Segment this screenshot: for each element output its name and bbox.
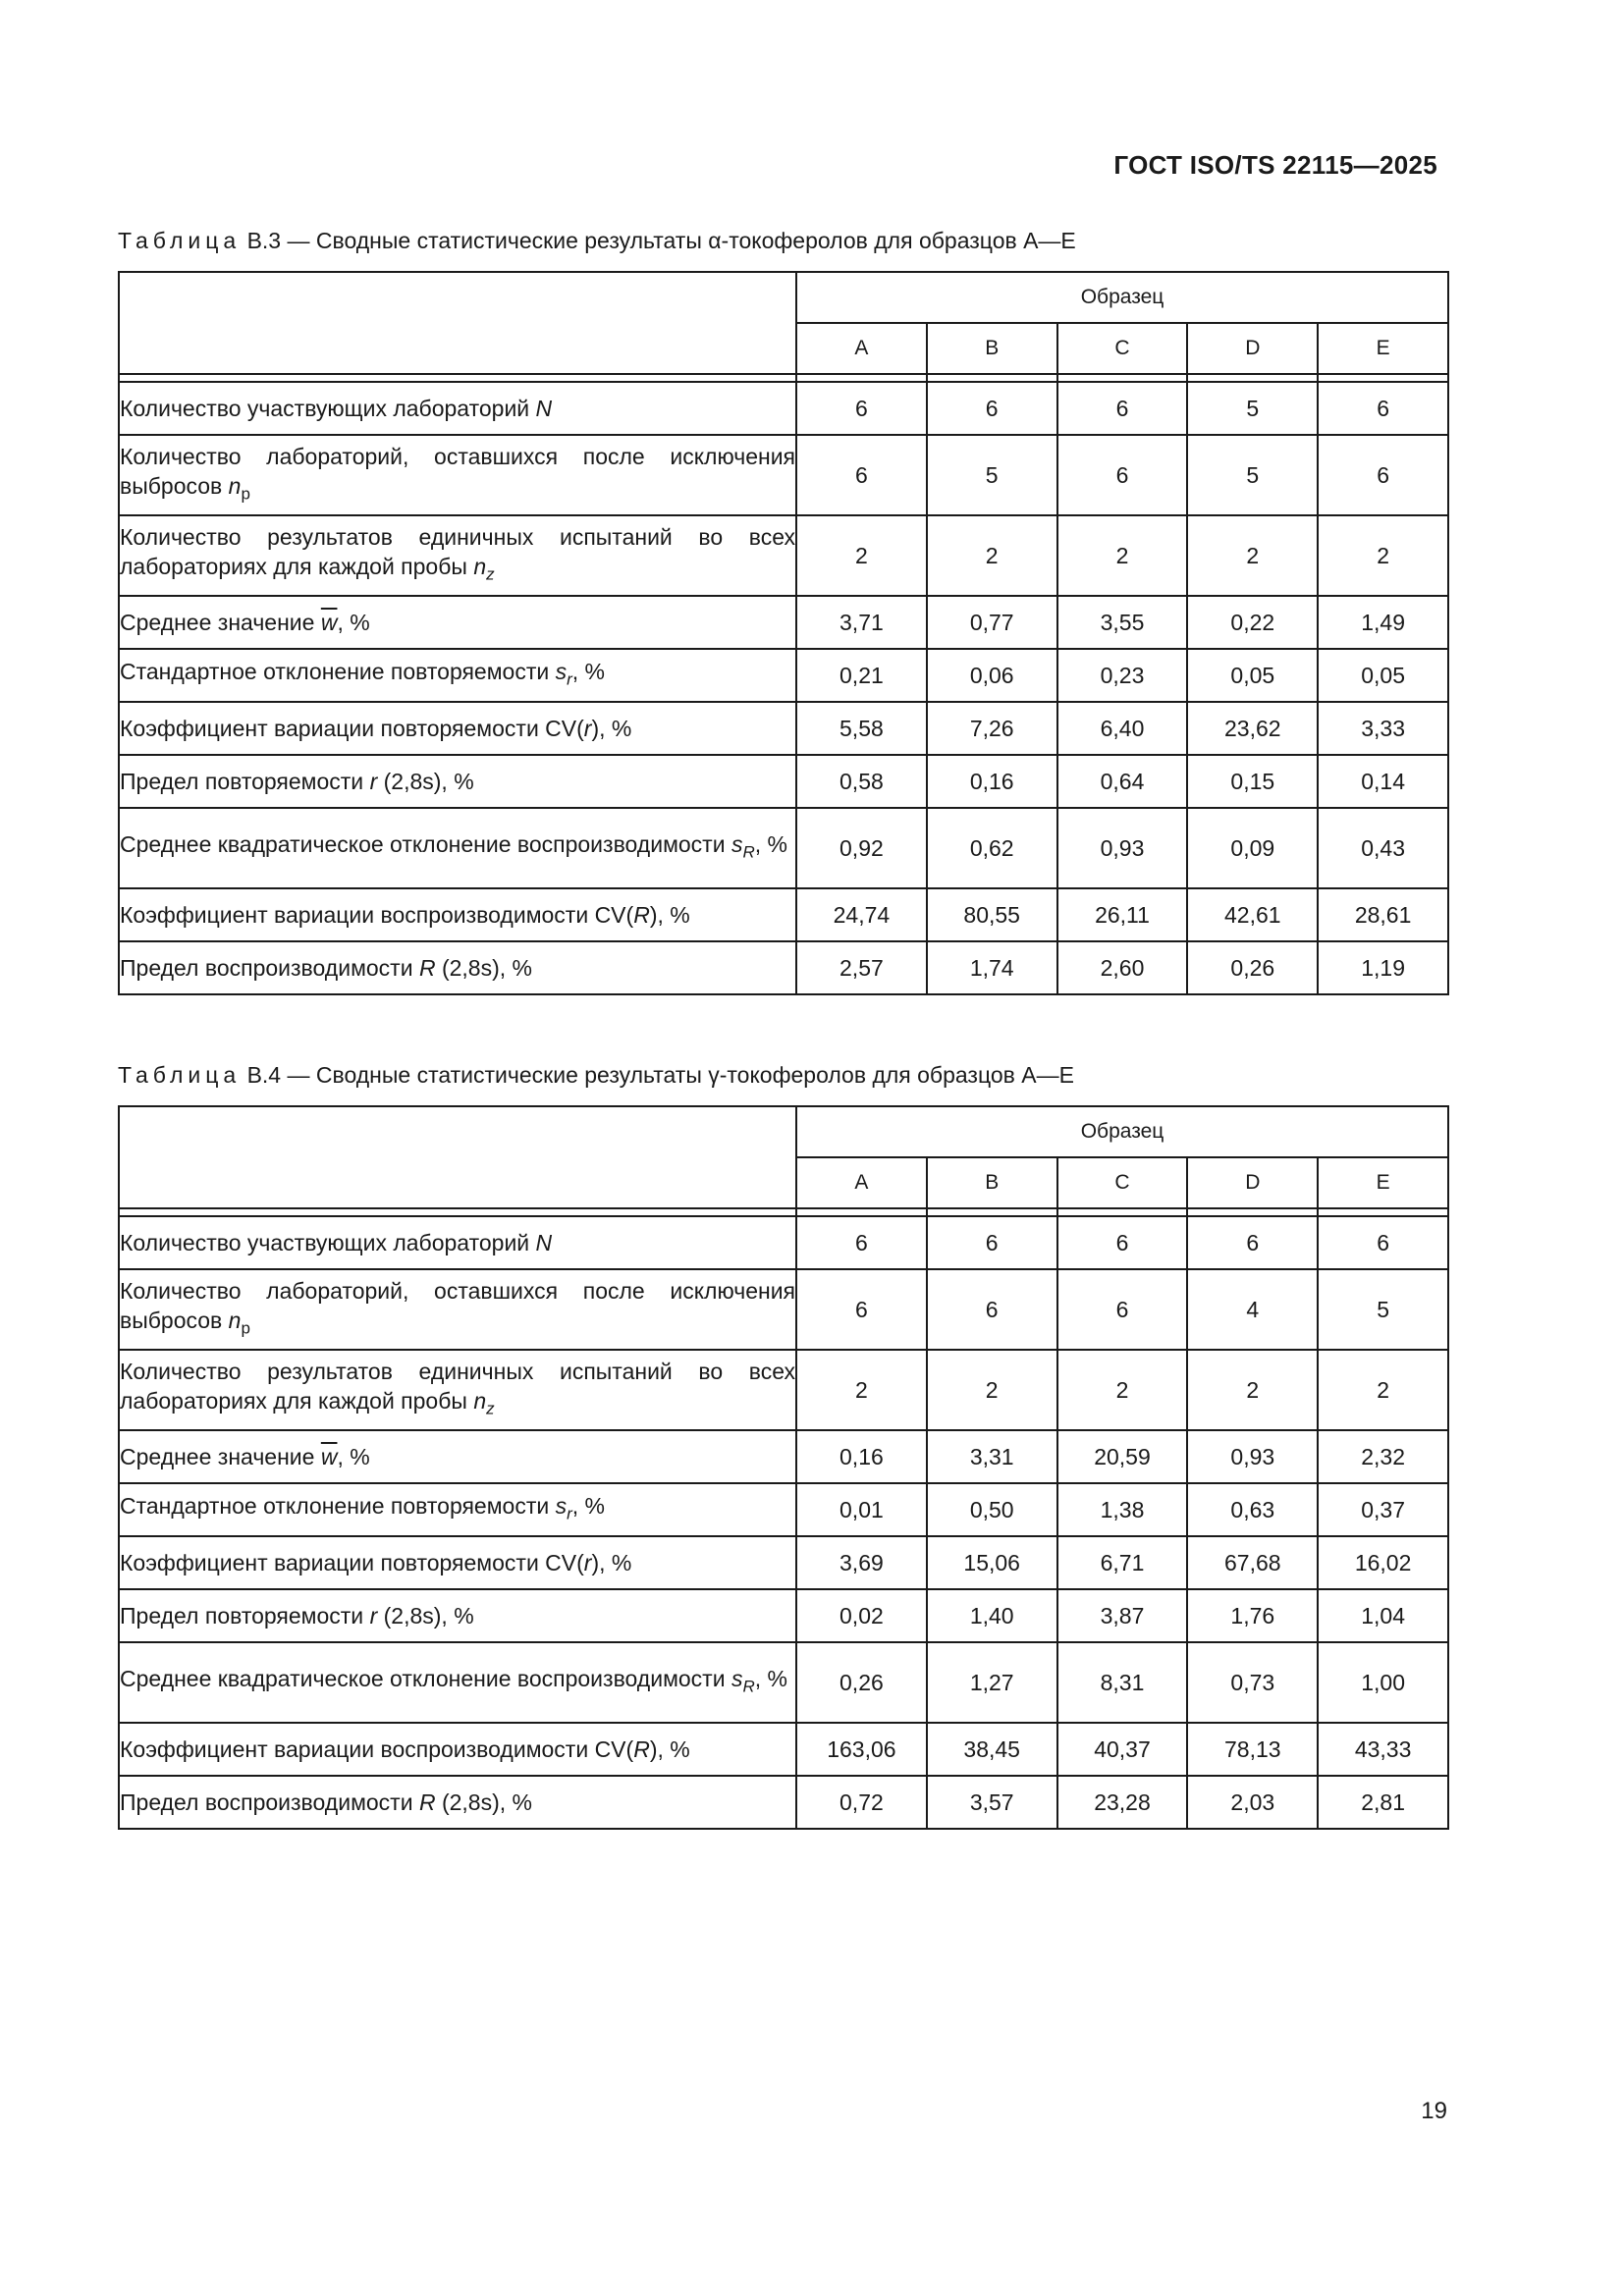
value-cell: 163,06	[796, 1723, 927, 1776]
header-gap	[927, 1208, 1057, 1216]
value-cell: 1,19	[1318, 941, 1448, 994]
header-gap	[927, 374, 1057, 382]
parameter-unit: ), %	[591, 716, 632, 741]
column-header-d: D	[1187, 323, 1318, 374]
header-gap	[1057, 1208, 1188, 1216]
parameter-cell	[119, 435, 796, 515]
value-cell: 1,00	[1318, 1642, 1448, 1723]
value-cell: 24,74	[796, 888, 927, 941]
parameter-label: Коэффициент вариации воспроизводимости CV(	[120, 1736, 634, 1762]
value-cell: 0,63	[1187, 1483, 1318, 1536]
column-header-a: A	[796, 323, 927, 374]
stats-table-b3	[118, 271, 1449, 995]
value-cell: 0,14	[1318, 755, 1448, 808]
column-header-b: B	[927, 1157, 1057, 1208]
parameter-cell	[119, 1483, 796, 1536]
parameter-unit: , %	[571, 1492, 606, 1519]
value-cell: 6	[796, 382, 927, 435]
caption-word: Таблица	[118, 1062, 242, 1088]
value-cell: 40,37	[1057, 1723, 1188, 1776]
table-row	[119, 1723, 1448, 1776]
value-cell: 2	[1057, 1350, 1188, 1430]
column-header-a: A	[796, 1157, 927, 1208]
parameter-cell	[119, 702, 796, 755]
value-cell: 2	[1187, 1350, 1318, 1430]
value-cell: 7,26	[927, 702, 1057, 755]
value-cell: 6	[796, 1269, 927, 1350]
value-cell: 0,64	[1057, 755, 1188, 808]
value-cell: 1,38	[1057, 1483, 1188, 1536]
value-cell: 0,21	[796, 649, 927, 702]
value-cell: 1,74	[927, 941, 1057, 994]
table-row	[119, 1776, 1448, 1829]
value-cell: 6	[1057, 1216, 1188, 1269]
sample-header: Образец	[796, 1106, 1448, 1157]
parameter-label: Стандартное отклонение повторяемости	[120, 658, 550, 684]
table-row	[119, 755, 1448, 808]
value-cell: 6	[927, 1269, 1057, 1350]
column-header-b: B	[927, 323, 1057, 374]
value-cell: 5	[1318, 1269, 1448, 1350]
table-row	[119, 1430, 1448, 1483]
parameter-symbol: r	[583, 1550, 592, 1575]
value-cell: 6	[1057, 1269, 1188, 1350]
parameter-label: Количество результатов единичных испытаний во всех лабораториях для каждой пробы	[120, 523, 795, 579]
value-cell: 4	[1187, 1269, 1318, 1350]
value-cell: 1,04	[1318, 1589, 1448, 1642]
value-cell: 0,50	[927, 1483, 1057, 1536]
caption-text: B.4 — Сводные статистические результаты γ-токоферолов для образцов A—E	[246, 1062, 1074, 1088]
value-cell: 5	[1187, 435, 1318, 515]
value-cell: 6	[1318, 382, 1448, 435]
parameter-label: Предел воспроизводимости	[120, 1789, 413, 1815]
value-cell: 2	[796, 515, 927, 596]
parameter-cell	[119, 649, 796, 702]
header-gap	[1057, 374, 1188, 382]
parameter-unit: ), %	[591, 1550, 632, 1575]
value-cell: 1,40	[927, 1589, 1057, 1642]
value-cell: 6,40	[1057, 702, 1188, 755]
value-cell: 78,13	[1187, 1723, 1318, 1776]
parameter-label: Предел воспроизводимости	[120, 955, 413, 981]
parameter-label: Предел повторяемости	[120, 1603, 364, 1629]
parameter-subscript: R	[742, 1677, 755, 1696]
value-cell: 0,26	[1187, 941, 1318, 994]
value-cell: 3,71	[796, 596, 927, 649]
parameter-symbol: n	[228, 1307, 242, 1333]
value-cell: 6	[1057, 382, 1188, 435]
parameter-label: Среднее квадратическое отклонение воспроизводимости	[120, 1665, 726, 1691]
value-cell: 1,49	[1318, 596, 1448, 649]
table-caption-b3	[118, 228, 1076, 254]
parameter-symbol: r	[369, 1603, 378, 1629]
value-cell: 15,06	[927, 1536, 1057, 1589]
value-cell: 26,11	[1057, 888, 1188, 941]
table-row	[119, 515, 1448, 596]
value-cell: 23,28	[1057, 1776, 1188, 1829]
value-cell: 0,77	[927, 596, 1057, 649]
header-gap	[1187, 1208, 1318, 1216]
value-cell: 0,16	[927, 755, 1057, 808]
value-cell: 0,05	[1187, 649, 1318, 702]
parameter-label: Количество лабораторий, оставшихся после исключения выбросов	[120, 1277, 795, 1333]
parameter-label: Среднее значение	[120, 610, 315, 635]
parameter-subscript: z	[486, 1399, 495, 1418]
value-cell: 0,93	[1057, 808, 1188, 888]
value-cell: 3,31	[927, 1430, 1057, 1483]
column-header-e: E	[1318, 323, 1448, 374]
parameter-symbol: s	[731, 1665, 743, 1691]
parameter-subscript: r	[567, 1504, 572, 1523]
value-cell: 16,02	[1318, 1536, 1448, 1589]
table-row	[119, 702, 1448, 755]
parameter-symbol: r	[583, 716, 592, 741]
parameter-subscript: r	[567, 669, 572, 689]
parameter-cell	[119, 1589, 796, 1642]
caption-text: B.3 — Сводные статистические результаты α-токоферолов для образцов A—E	[246, 228, 1076, 253]
value-cell: 6	[1187, 1216, 1318, 1269]
header-gap	[119, 374, 796, 382]
parameter-symbol: N	[535, 1230, 553, 1255]
parameter-label: Среднее значение	[120, 1444, 315, 1469]
parameter-symbol: s	[731, 830, 743, 857]
parameter-unit: ), %	[649, 1736, 690, 1762]
parameter-cell	[119, 1776, 796, 1829]
table-row	[119, 649, 1448, 702]
parameter-subscript: p	[241, 1318, 250, 1338]
parameter-cell	[119, 596, 796, 649]
parameter-label: Количество участвующих лабораторий	[120, 396, 530, 421]
header-gap	[796, 1208, 927, 1216]
parameter-cell	[119, 515, 796, 596]
table-row	[119, 1483, 1448, 1536]
table-row	[119, 888, 1448, 941]
header-gap	[1187, 374, 1318, 382]
parameter-cell	[119, 1723, 796, 1776]
table-row	[119, 1589, 1448, 1642]
value-cell: 1,76	[1187, 1589, 1318, 1642]
value-cell: 23,62	[1187, 702, 1318, 755]
value-cell: 2	[1057, 515, 1188, 596]
parameter-cell	[119, 1350, 796, 1430]
header-gap	[1318, 1208, 1448, 1216]
table-body	[119, 382, 1448, 994]
value-cell: 6,71	[1057, 1536, 1188, 1589]
parameter-symbol: s	[555, 658, 568, 684]
value-cell: 2	[796, 1350, 927, 1430]
value-cell: 0,93	[1187, 1430, 1318, 1483]
table-row	[119, 1642, 1448, 1723]
table-row	[119, 382, 1448, 435]
header-gap	[119, 1208, 796, 1216]
parameter-label: Коэффициент вариации повторяемости CV(	[120, 716, 584, 741]
table-body	[119, 1216, 1448, 1829]
value-cell: 80,55	[927, 888, 1057, 941]
value-cell: 0,62	[927, 808, 1057, 888]
value-cell: 0,37	[1318, 1483, 1448, 1536]
table-caption-b4	[118, 1062, 1074, 1089]
table-row	[119, 1350, 1448, 1430]
parameter-cell	[119, 755, 796, 808]
value-cell: 43,33	[1318, 1723, 1448, 1776]
parameter-label: Количество лабораторий, оставшихся после исключения выбросов	[120, 443, 795, 499]
value-cell: 3,57	[927, 1776, 1057, 1829]
value-cell: 2	[1187, 515, 1318, 596]
parameter-cell	[119, 808, 796, 888]
value-cell: 38,45	[927, 1723, 1057, 1776]
page-number: 19	[1421, 2098, 1447, 2124]
value-cell: 5	[927, 435, 1057, 515]
value-cell: 0,58	[796, 755, 927, 808]
value-cell: 3,87	[1057, 1589, 1188, 1642]
value-cell: 0,92	[796, 808, 927, 888]
header-empty-cell	[119, 272, 796, 374]
parameter-label: Коэффициент вариации повторяемости CV(	[120, 1550, 584, 1575]
parameter-symbol: R	[418, 955, 436, 981]
column-header-c: C	[1057, 323, 1188, 374]
parameter-label: Предел повторяемости	[120, 769, 364, 794]
value-cell: 20,59	[1057, 1430, 1188, 1483]
value-cell: 6	[796, 435, 927, 515]
parameter-label: Количество участвующих лабораторий	[120, 1230, 530, 1255]
parameter-symbol: n	[473, 1387, 487, 1414]
column-header-c: C	[1057, 1157, 1188, 1208]
value-cell: 6	[796, 1216, 927, 1269]
value-cell: 0,06	[927, 649, 1057, 702]
value-cell: 6	[1318, 435, 1448, 515]
value-cell: 2	[1318, 1350, 1448, 1430]
parameter-label: Стандартное отклонение повторяемости	[120, 1492, 550, 1519]
parameter-label: Среднее квадратическое отклонение воспроизводимости	[120, 830, 726, 857]
parameter-subscript: p	[241, 484, 250, 504]
parameter-symbol: R	[418, 1789, 436, 1815]
value-cell: 6	[927, 382, 1057, 435]
value-cell: 0,43	[1318, 808, 1448, 888]
parameter-unit: (2,8s), %	[377, 769, 474, 794]
header-gap	[1318, 374, 1448, 382]
value-cell: 6	[927, 1216, 1057, 1269]
value-cell: 3,69	[796, 1536, 927, 1589]
parameter-symbol: s	[555, 1492, 568, 1519]
parameter-unit: , %	[754, 1665, 787, 1691]
parameter-symbol: N	[535, 396, 553, 421]
value-cell: 0,16	[796, 1430, 927, 1483]
value-cell: 0,26	[796, 1642, 927, 1723]
value-cell: 28,61	[1318, 888, 1448, 941]
parameter-cell	[119, 1269, 796, 1350]
table-row	[119, 1269, 1448, 1350]
value-cell: 2,57	[796, 941, 927, 994]
value-cell: 2	[927, 1350, 1057, 1430]
parameter-cell	[119, 888, 796, 941]
value-cell: 3,33	[1318, 702, 1448, 755]
value-cell: 0,02	[796, 1589, 927, 1642]
value-cell: 3,55	[1057, 596, 1188, 649]
value-cell: 6	[1318, 1216, 1448, 1269]
parameter-label: Коэффициент вариации воспроизводимости CV(	[120, 902, 634, 928]
parameter-unit: (2,8s), %	[435, 955, 532, 981]
parameter-unit: , %	[754, 830, 787, 857]
document-code: ГОСТ ISO/TS 22115—2025	[1113, 150, 1437, 180]
table-row	[119, 435, 1448, 515]
table-row	[119, 941, 1448, 994]
table-row	[119, 596, 1448, 649]
value-cell: 0,22	[1187, 596, 1318, 649]
parameter-label: Количество результатов единичных испытаний во всех лабораториях для каждой пробы	[120, 1358, 795, 1414]
table-row	[119, 808, 1448, 888]
caption-word: Таблица	[118, 228, 242, 253]
header-empty-cell	[119, 1106, 796, 1208]
parameter-cell	[119, 1536, 796, 1589]
parameter-subscript: z	[486, 564, 495, 584]
value-cell: 6	[1057, 435, 1188, 515]
value-cell: 0,01	[796, 1483, 927, 1536]
parameter-cell	[119, 382, 796, 435]
value-cell: 2,81	[1318, 1776, 1448, 1829]
parameter-unit: (2,8s), %	[377, 1603, 474, 1629]
value-cell: 0,23	[1057, 649, 1188, 702]
header-gap	[796, 374, 927, 382]
parameter-unit: , %	[571, 658, 606, 684]
parameter-cell	[119, 1642, 796, 1723]
value-cell: 8,31	[1057, 1642, 1188, 1723]
parameter-symbol: R	[633, 1736, 650, 1762]
value-cell: 5,58	[796, 702, 927, 755]
value-cell: 42,61	[1187, 888, 1318, 941]
value-cell: 0,05	[1318, 649, 1448, 702]
value-cell: 2	[927, 515, 1057, 596]
parameter-symbol: $\overline{w}$	[320, 1444, 338, 1469]
stats-table-b4	[118, 1105, 1449, 1830]
parameter-cell	[119, 941, 796, 994]
value-cell: 0,72	[796, 1776, 927, 1829]
value-cell: 67,68	[1187, 1536, 1318, 1589]
parameter-symbol: n	[473, 553, 487, 579]
table-row	[119, 1216, 1448, 1269]
parameter-symbol: n	[228, 472, 242, 499]
value-cell: 2,03	[1187, 1776, 1318, 1829]
value-cell: 1,27	[927, 1642, 1057, 1723]
value-cell: 0,09	[1187, 808, 1318, 888]
parameter-unit: ), %	[649, 902, 690, 928]
table-row	[119, 1536, 1448, 1589]
value-cell: 2,60	[1057, 941, 1188, 994]
parameter-unit: , %	[337, 610, 370, 635]
parameter-cell	[119, 1430, 796, 1483]
sample-header: Образец	[796, 272, 1448, 323]
value-cell: 0,73	[1187, 1642, 1318, 1723]
column-header-d: D	[1187, 1157, 1318, 1208]
parameter-symbol: r	[369, 769, 378, 794]
parameter-subscript: R	[742, 842, 755, 862]
value-cell: 2	[1318, 515, 1448, 596]
parameter-symbol: $\overline{w}$	[320, 610, 338, 635]
parameter-cell	[119, 1216, 796, 1269]
value-cell: 0,15	[1187, 755, 1318, 808]
parameter-unit: , %	[337, 1444, 370, 1469]
value-cell: 5	[1187, 382, 1318, 435]
parameter-unit: (2,8s), %	[435, 1789, 532, 1815]
value-cell: 2,32	[1318, 1430, 1448, 1483]
column-header-e: E	[1318, 1157, 1448, 1208]
parameter-symbol: R	[633, 902, 650, 928]
